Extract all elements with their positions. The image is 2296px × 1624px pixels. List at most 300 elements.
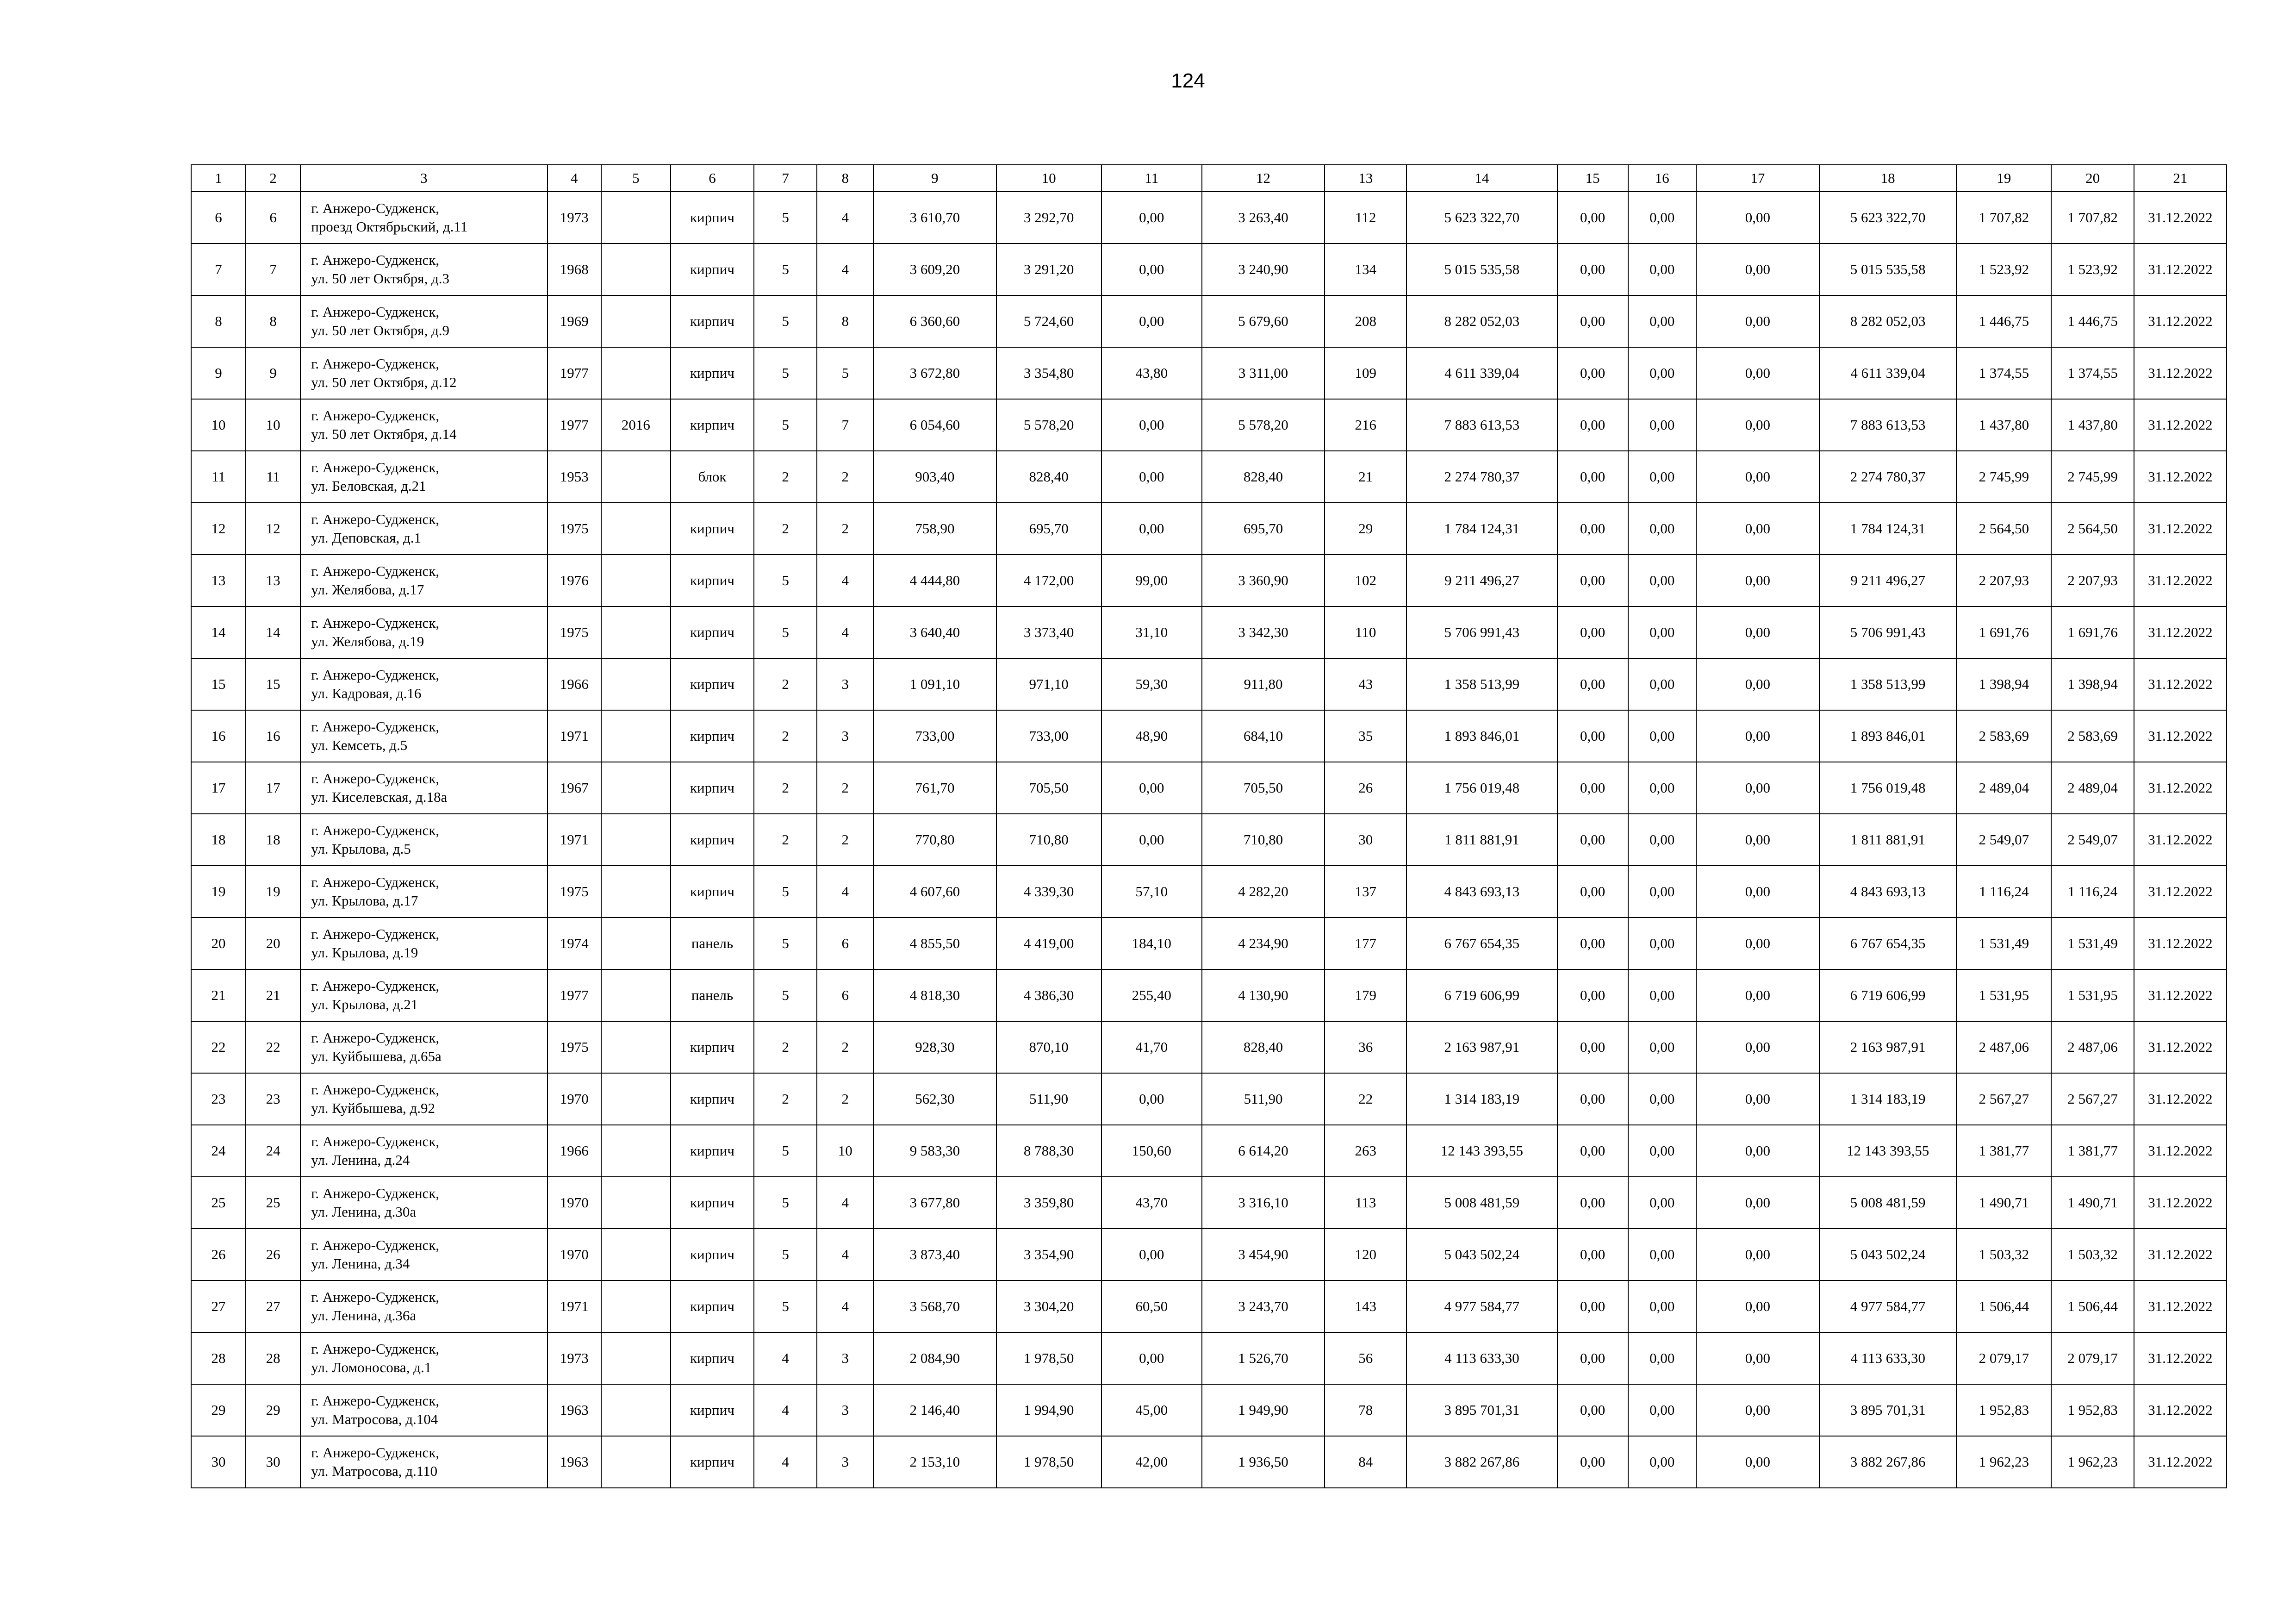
- table-cell: 2 549,07: [2051, 814, 2134, 866]
- address-street: ул. Ленина, д.24: [311, 1152, 410, 1168]
- table-cell: кирпич: [671, 295, 754, 347]
- table-cell: 1968: [548, 244, 601, 295]
- table-cell: 0,00: [1628, 1177, 1696, 1229]
- table-cell: 24: [246, 1125, 300, 1177]
- table-cell: 30: [246, 1436, 300, 1488]
- table-cell: 5: [754, 1280, 817, 1332]
- table-cell: 0,00: [1696, 503, 1819, 555]
- table-cell: 31.12.2022: [2134, 1073, 2227, 1125]
- table-cell: 31.12.2022: [2134, 1125, 2227, 1177]
- table-cell: 0,00: [1628, 347, 1696, 399]
- table-cell: 1 936,50: [1202, 1436, 1325, 1488]
- table-cell: кирпич: [671, 814, 754, 866]
- table-cell: 78: [1325, 1384, 1406, 1436]
- table-cell: 4 113 633,30: [1406, 1332, 1557, 1384]
- address-city: г. Анжеро-Судженск,: [311, 1185, 440, 1201]
- table-cell: 25: [191, 1177, 246, 1229]
- table-cell: 1 952,83: [1956, 1384, 2051, 1436]
- table-cell: [601, 347, 671, 399]
- table-cell: 0,00: [1557, 658, 1628, 710]
- table-cell: [601, 503, 671, 555]
- table-cell: 179: [1325, 969, 1406, 1021]
- table-row: [191, 399, 2227, 451]
- table-cell: [601, 969, 671, 1021]
- table-cell: 0,00: [1696, 762, 1819, 814]
- table-cell: 3: [817, 1384, 873, 1436]
- table-cell: 0,00: [1557, 1125, 1628, 1177]
- table-cell: 0,00: [1696, 814, 1819, 866]
- address-street: ул. Крылова, д.17: [311, 893, 418, 909]
- address-cell: [300, 503, 547, 555]
- table-cell: 22: [1325, 1073, 1406, 1125]
- address-street: ул. Крылова, д.5: [311, 841, 411, 857]
- table-cell: 6 719 606,99: [1819, 969, 1956, 1021]
- table-cell: 2: [754, 814, 817, 866]
- table-cell: 4 113 633,30: [1819, 1332, 1956, 1384]
- address-city: г. Анжеро-Судженск,: [311, 667, 440, 683]
- table-cell: 4 977 584,77: [1819, 1280, 1956, 1332]
- table-cell: 4: [754, 1332, 817, 1384]
- table-cell: 43,70: [1101, 1177, 1202, 1229]
- table-cell: 23: [191, 1073, 246, 1125]
- table-cell: 31.12.2022: [2134, 192, 2227, 244]
- address-cell: [300, 1229, 547, 1280]
- table-row: [191, 866, 2227, 918]
- table-cell: 870,10: [996, 1021, 1101, 1073]
- table-cell: 1974: [548, 918, 601, 969]
- table-cell: 0,00: [1557, 503, 1628, 555]
- table-row: [191, 1436, 2227, 1488]
- table-cell: 0,00: [1696, 1280, 1819, 1332]
- table-cell: 2: [817, 814, 873, 866]
- table-cell: 695,70: [996, 503, 1101, 555]
- table-cell: 6: [817, 969, 873, 1021]
- address-street: ул. 50 лет Октября, д.14: [311, 426, 457, 442]
- address-city: г. Анжеро-Судженск,: [311, 1289, 440, 1305]
- table-cell: 28: [246, 1332, 300, 1384]
- table-cell: [601, 1125, 671, 1177]
- table-cell: 13: [191, 555, 246, 606]
- table-cell: 31.12.2022: [2134, 762, 2227, 814]
- table-cell: 2: [754, 503, 817, 555]
- table-cell: 2: [817, 451, 873, 503]
- table-cell: 2 549,07: [1956, 814, 2051, 866]
- table-cell: 31.12.2022: [2134, 1280, 2227, 1332]
- table-cell: 3 873,40: [873, 1229, 996, 1280]
- table-row: [191, 1280, 2227, 1332]
- table-cell: [601, 710, 671, 762]
- address-city: г. Анжеро-Судженск,: [311, 356, 440, 372]
- table-cell: 134: [1325, 244, 1406, 295]
- table-cell: 1 962,23: [2051, 1436, 2134, 1488]
- table-cell: 4 282,20: [1202, 866, 1325, 918]
- table-cell: 0,00: [1696, 1073, 1819, 1125]
- table-cell: 710,80: [1202, 814, 1325, 866]
- table-cell: 6 767 654,35: [1406, 918, 1557, 969]
- table-cell: 705,50: [1202, 762, 1325, 814]
- table-cell: 1963: [548, 1436, 601, 1488]
- table-cell: 1977: [548, 399, 601, 451]
- table-cell: 10: [817, 1125, 873, 1177]
- table-cell: 4 818,30: [873, 969, 996, 1021]
- table-cell: 5 015 535,58: [1819, 244, 1956, 295]
- table-cell: 5 706 991,43: [1819, 606, 1956, 658]
- table-cell: 0,00: [1696, 918, 1819, 969]
- table-cell: 27: [246, 1280, 300, 1332]
- table-cell: 0,00: [1696, 295, 1819, 347]
- table-cell: панель: [671, 969, 754, 1021]
- table-cell: 8: [191, 295, 246, 347]
- table-cell: 56: [1325, 1332, 1406, 1384]
- table-cell: 1 374,55: [1956, 347, 2051, 399]
- table-cell: 828,40: [1202, 451, 1325, 503]
- table-cell: 5 015 535,58: [1406, 244, 1557, 295]
- table-cell: 0,00: [1101, 1229, 1202, 1280]
- table-cell: 3 568,70: [873, 1280, 996, 1332]
- table-cell: [601, 555, 671, 606]
- table-cell: 0,00: [1628, 710, 1696, 762]
- table-cell: 57,10: [1101, 866, 1202, 918]
- table-cell: 4 843 693,13: [1819, 866, 1956, 918]
- table-cell: 31.12.2022: [2134, 555, 2227, 606]
- column-header: 12: [1202, 165, 1325, 192]
- table-cell: 1 116,24: [2051, 866, 2134, 918]
- table-cell: 3 454,90: [1202, 1229, 1325, 1280]
- table-cell: 4 172,00: [996, 555, 1101, 606]
- table-cell: 3 373,40: [996, 606, 1101, 658]
- table-cell: 29: [246, 1384, 300, 1436]
- table-cell: 3 311,00: [1202, 347, 1325, 399]
- table-cell: 216: [1325, 399, 1406, 451]
- address-city: г. Анжеро-Судженск,: [311, 1444, 440, 1461]
- table-cell: 0,00: [1557, 710, 1628, 762]
- table-cell: 0,00: [1557, 295, 1628, 347]
- table-cell: 31.12.2022: [2134, 710, 2227, 762]
- table-row: [191, 606, 2227, 658]
- column-header: 20: [2051, 165, 2134, 192]
- table-cell: 0,00: [1557, 555, 1628, 606]
- table-cell: 112: [1325, 192, 1406, 244]
- table-cell: 0,00: [1101, 814, 1202, 866]
- table-cell: 6 054,60: [873, 399, 996, 451]
- table-cell: 12: [191, 503, 246, 555]
- table-cell: 1 978,50: [996, 1332, 1101, 1384]
- table-cell: 3 677,80: [873, 1177, 996, 1229]
- address-city: г. Анжеро-Судженск,: [311, 1237, 440, 1253]
- table-cell: 5: [754, 399, 817, 451]
- address-cell: [300, 606, 547, 658]
- table-cell: 1977: [548, 347, 601, 399]
- table-cell: 12 143 393,55: [1819, 1125, 1956, 1177]
- table-cell: 137: [1325, 866, 1406, 918]
- table-cell: 0,00: [1628, 969, 1696, 1021]
- table-cell: 0,00: [1628, 1384, 1696, 1436]
- column-header: 15: [1557, 165, 1628, 192]
- table-row: [191, 1177, 2227, 1229]
- table-cell: 5: [754, 347, 817, 399]
- table-cell: 9: [246, 347, 300, 399]
- table-cell: 0,00: [1557, 1177, 1628, 1229]
- table-cell: 1 381,77: [2051, 1125, 2134, 1177]
- table-cell: 2: [754, 762, 817, 814]
- table-row: [191, 1384, 2227, 1436]
- table-cell: 1 531,49: [1956, 918, 2051, 969]
- table-cell: 14: [246, 606, 300, 658]
- table-cell: кирпич: [671, 866, 754, 918]
- table-cell: 0,00: [1696, 710, 1819, 762]
- address-street: ул. Ленина, д.36а: [311, 1307, 417, 1324]
- table-cell: кирпич: [671, 1280, 754, 1332]
- address-street: ул. 50 лет Октября, д.12: [311, 374, 457, 390]
- table-cell: кирпич: [671, 399, 754, 451]
- table-cell: 3 291,20: [996, 244, 1101, 295]
- table-cell: 2: [754, 451, 817, 503]
- table-cell: 6 767 654,35: [1819, 918, 1956, 969]
- address-cell: [300, 1384, 547, 1436]
- table-cell: кирпич: [671, 1073, 754, 1125]
- table-cell: 6: [817, 918, 873, 969]
- table-cell: 1 756 019,48: [1406, 762, 1557, 814]
- table-cell: [601, 192, 671, 244]
- address-city: г. Анжеро-Судженск,: [311, 407, 440, 424]
- table-cell: 1 506,44: [2051, 1280, 2134, 1332]
- table-cell: 35: [1325, 710, 1406, 762]
- table-cell: 1973: [548, 1332, 601, 1384]
- table-cell: 1 358 513,99: [1819, 658, 1956, 710]
- table-cell: 0,00: [1628, 1332, 1696, 1384]
- table-cell: 5 706 991,43: [1406, 606, 1557, 658]
- table-cell: 5 578,20: [1202, 399, 1325, 451]
- table-cell: 0,00: [1696, 347, 1819, 399]
- table-cell: 30: [191, 1436, 246, 1488]
- table-cell: 0,00: [1696, 451, 1819, 503]
- address-city: г. Анжеро-Судженск,: [311, 1081, 440, 1098]
- address-street: ул. Крылова, д.21: [311, 996, 418, 1012]
- table-row: [191, 814, 2227, 866]
- table-cell: 5: [754, 244, 817, 295]
- table-cell: 0,00: [1101, 399, 1202, 451]
- table-cell: 3 342,30: [1202, 606, 1325, 658]
- table-cell: 0,00: [1628, 244, 1696, 295]
- table-cell: 3 240,90: [1202, 244, 1325, 295]
- column-header: 18: [1819, 165, 1956, 192]
- table-cell: 60,50: [1101, 1280, 1202, 1332]
- table-cell: 6 360,60: [873, 295, 996, 347]
- table-cell: 7 883 613,53: [1406, 399, 1557, 451]
- address-street: ул. Куйбышева, д.65а: [311, 1048, 442, 1064]
- table-cell: 3 360,90: [1202, 555, 1325, 606]
- table-row: [191, 1021, 2227, 1073]
- table-cell: 828,40: [1202, 1021, 1325, 1073]
- address-cell: [300, 918, 547, 969]
- table-cell: 31.12.2022: [2134, 866, 2227, 918]
- table-cell: [601, 918, 671, 969]
- table-cell: 5 008 481,59: [1819, 1177, 1956, 1229]
- address-city: г. Анжеро-Судженск,: [311, 459, 440, 475]
- table-cell: 5: [754, 606, 817, 658]
- table-cell: 1970: [548, 1073, 601, 1125]
- table-cell: 45,00: [1101, 1384, 1202, 1436]
- table-cell: 0,00: [1628, 814, 1696, 866]
- table-cell: 26: [191, 1229, 246, 1280]
- table-cell: 761,70: [873, 762, 996, 814]
- table-cell: кирпич: [671, 1384, 754, 1436]
- table-cell: 1 952,83: [2051, 1384, 2134, 1436]
- table-cell: 5: [754, 866, 817, 918]
- table-cell: 31.12.2022: [2134, 969, 2227, 1021]
- address-street: ул. Куйбышева, д.92: [311, 1100, 435, 1116]
- table-cell: 109: [1325, 347, 1406, 399]
- table-cell: 2 487,06: [2051, 1021, 2134, 1073]
- table-cell: 5 724,60: [996, 295, 1101, 347]
- table-cell: 22: [191, 1021, 246, 1073]
- table-cell: 4 234,90: [1202, 918, 1325, 969]
- address-city: г. Анжеро-Судженск,: [311, 926, 440, 942]
- column-header: 2: [246, 165, 300, 192]
- table-cell: 1 531,95: [2051, 969, 2134, 1021]
- table-cell: кирпич: [671, 658, 754, 710]
- address-street: ул. Кадровая, д.16: [311, 685, 422, 701]
- table-cell: 0,00: [1101, 762, 1202, 814]
- table-cell: 1975: [548, 1021, 601, 1073]
- address-street: ул. Беловская, д.21: [311, 478, 426, 494]
- table-cell: 2 487,06: [1956, 1021, 2051, 1073]
- table-cell: 733,00: [873, 710, 996, 762]
- table-cell: [601, 1073, 671, 1125]
- table-cell: 11: [191, 451, 246, 503]
- table-cell: 0,00: [1628, 1021, 1696, 1073]
- table-cell: 3 672,80: [873, 347, 996, 399]
- table-cell: 2 163 987,91: [1819, 1021, 1956, 1073]
- table-cell: 31.12.2022: [2134, 399, 2227, 451]
- table-cell: 0,00: [1557, 1073, 1628, 1125]
- table-cell: 0,00: [1696, 969, 1819, 1021]
- table-cell: 0,00: [1696, 1229, 1819, 1280]
- address-cell: [300, 244, 547, 295]
- table-cell: 1 784 124,31: [1406, 503, 1557, 555]
- table-cell: 3 609,20: [873, 244, 996, 295]
- table-cell: 5: [754, 192, 817, 244]
- address-city: г. Анжеро-Судженск,: [311, 718, 440, 735]
- table-cell: 0,00: [1628, 1073, 1696, 1125]
- table-cell: 6 719 606,99: [1406, 969, 1557, 1021]
- table-cell: 1 994,90: [996, 1384, 1101, 1436]
- table-cell: 7: [817, 399, 873, 451]
- table-cell: 2: [817, 762, 873, 814]
- housing-data-table: [191, 164, 2227, 1488]
- table-cell: 1 381,77: [1956, 1125, 2051, 1177]
- table-cell: 1 949,90: [1202, 1384, 1325, 1436]
- table-cell: 0,00: [1557, 1436, 1628, 1488]
- column-header: 16: [1628, 165, 1696, 192]
- table-cell: 0,00: [1696, 1332, 1819, 1384]
- table-cell: 0,00: [1696, 1177, 1819, 1229]
- table-cell: 0,00: [1557, 1229, 1628, 1280]
- table-cell: 705,50: [996, 762, 1101, 814]
- address-cell: [300, 1332, 547, 1384]
- table-cell: 0,00: [1557, 1332, 1628, 1384]
- address-street: ул. 50 лет Октября, д.3: [311, 270, 450, 287]
- table-cell: 0,00: [1628, 192, 1696, 244]
- table-cell: 9 211 496,27: [1406, 555, 1557, 606]
- column-header: 14: [1406, 165, 1557, 192]
- table-cell: 12 143 393,55: [1406, 1125, 1557, 1177]
- table-cell: [601, 1280, 671, 1332]
- table-cell: 1 531,95: [1956, 969, 2051, 1021]
- table-cell: 19: [246, 866, 300, 918]
- table-cell: 184,10: [1101, 918, 1202, 969]
- table-cell: 11: [246, 451, 300, 503]
- column-header: 3: [300, 165, 547, 192]
- table-cell: 4 339,30: [996, 866, 1101, 918]
- address-street: ул. Желябова, д.19: [311, 633, 424, 650]
- table-cell: 1 691,76: [1956, 606, 2051, 658]
- table-cell: кирпич: [671, 606, 754, 658]
- table-cell: [601, 295, 671, 347]
- address-cell: [300, 762, 547, 814]
- table-cell: 0,00: [1696, 555, 1819, 606]
- table-cell: 21: [246, 969, 300, 1021]
- table-cell: 31.12.2022: [2134, 1384, 2227, 1436]
- table-cell: 4 611 339,04: [1406, 347, 1557, 399]
- address-street: ул. Ленина, д.30а: [311, 1204, 417, 1220]
- column-header: 4: [548, 165, 601, 192]
- table-cell: 1966: [548, 1125, 601, 1177]
- address-cell: [300, 192, 547, 244]
- table-cell: 0,00: [1628, 451, 1696, 503]
- table-cell: 8 788,30: [996, 1125, 1101, 1177]
- address-city: г. Анжеро-Судженск,: [311, 1341, 440, 1357]
- table-cell: 17: [191, 762, 246, 814]
- table-cell: 14: [191, 606, 246, 658]
- table-cell: 2: [754, 658, 817, 710]
- table-cell: [601, 1229, 671, 1280]
- table-cell: 4 611 339,04: [1819, 347, 1956, 399]
- table-cell: 0,00: [1628, 606, 1696, 658]
- table-cell: 3 882 267,86: [1406, 1436, 1557, 1488]
- table-cell: 2 567,27: [2051, 1073, 2134, 1125]
- table-cell: 3: [817, 710, 873, 762]
- table-cell: 0,00: [1628, 555, 1696, 606]
- table-cell: 7 883 613,53: [1819, 399, 1956, 451]
- table-cell: 7: [191, 244, 246, 295]
- table-row: [191, 192, 2227, 244]
- table-cell: 1 358 513,99: [1406, 658, 1557, 710]
- table-cell: 31.12.2022: [2134, 606, 2227, 658]
- table-cell: блок: [671, 451, 754, 503]
- table-cell: [601, 1177, 671, 1229]
- table-cell: 4: [817, 1229, 873, 1280]
- table-cell: 31,10: [1101, 606, 1202, 658]
- table-cell: 0,00: [1557, 606, 1628, 658]
- table-row: [191, 969, 2227, 1021]
- table-cell: 6: [246, 192, 300, 244]
- table-cell: 4 843 693,13: [1406, 866, 1557, 918]
- table-cell: 143: [1325, 1280, 1406, 1332]
- table-cell: 1 811 881,91: [1819, 814, 1956, 866]
- table-cell: 4 855,50: [873, 918, 996, 969]
- table-cell: 0,00: [1557, 347, 1628, 399]
- table-cell: [601, 1436, 671, 1488]
- table-cell: 8 282 052,03: [1406, 295, 1557, 347]
- table-cell: 2 564,50: [1956, 503, 2051, 555]
- table-cell: 0,00: [1628, 658, 1696, 710]
- table-cell: 0,00: [1557, 192, 1628, 244]
- table-cell: 5: [754, 918, 817, 969]
- table-cell: 31.12.2022: [2134, 295, 2227, 347]
- table-cell: 5: [754, 1125, 817, 1177]
- table-cell: 2016: [601, 399, 671, 451]
